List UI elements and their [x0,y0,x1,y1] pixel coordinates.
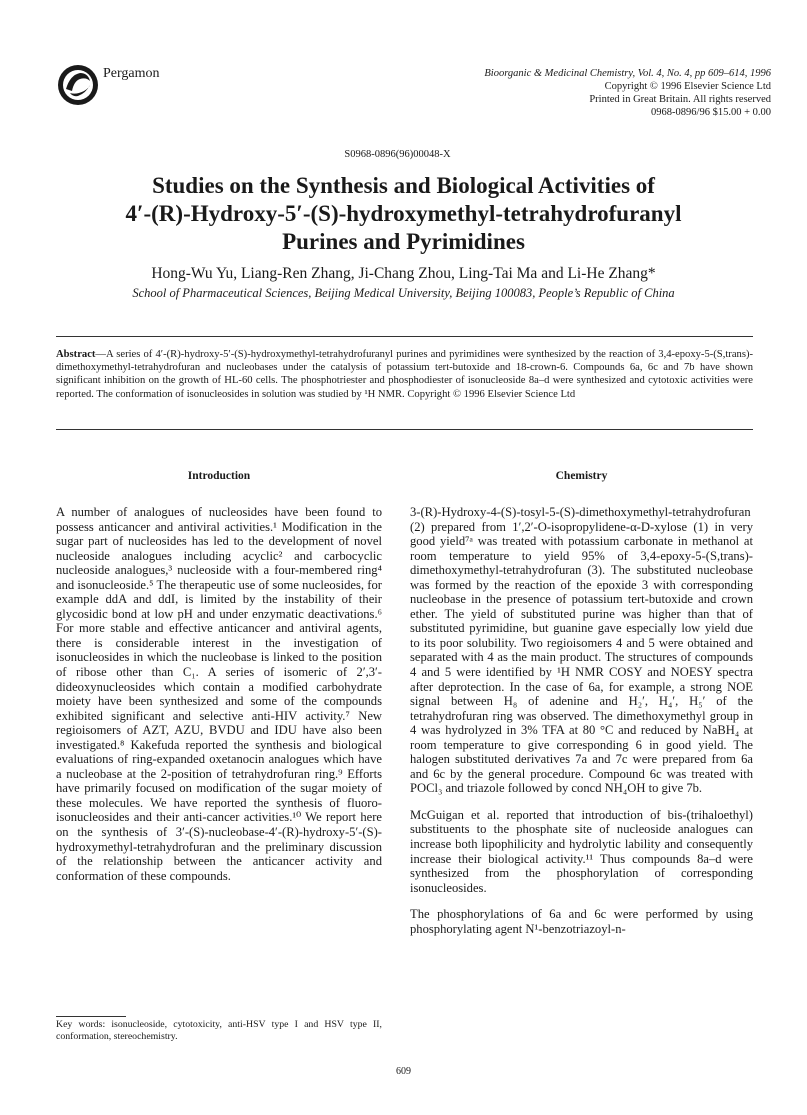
title-line-2: 4′-(R)-Hydroxy-5′-(S)-hydroxymethyl-tetrahydrofuranyl [125,201,682,226]
chemistry-paragraph-2: McGuigan et al. reported that introduction of bis-(trihaloethyl) substituents to the phosphate site of nucleoside analogues can increase both lipophilicity and hydrolytic lability and consequently increase their biological activity.¹¹ Thus compounds 8a–d were synthesized from the phosphorylation of corresponding isonucleosides. [410,807,753,895]
title-line-1: Studies on the Synthesis and Biological Activities of [152,173,655,198]
abstract-label: Abstract [56,349,96,360]
chemistry-body [410,505,753,936]
introduction-paragraph: A number of analogues of nucleosides have been found to possess anticancer and antiviral activities.¹ Modification in the sugar part of nucleosides has led to the development of novel nucleoside analogues including acyclic² and carbocyclic nucleoside analogues,³ nucleoside with a four-membered ring⁴ and isonucleoside.⁵ The therapeutic use of some nucleosides, for example ddA and ddI, is limited by the instability of their glycosidic bond at low pH and under enzymatic deactivations.⁶ For more stable and effective anticancer and antiviral agents, there is considerable interest in the investigation of isonucleosides in which the nucleobase is linked to the position of ribose other than C₁. A series of isomeric of 2′,3′-dideoxynucleosides which contain a modified carbohydrate moiety have been synthesized and some of the compounds exhibited significant and selective anti-HIV activity.⁷ New regioisomers of AZT, AZU, BVDU and IDU have also been investigated.⁸ Kakefuda reported the synthesis and biological evaluations of ring-expanded oxetanocin analogues which have a nucleobase at the 2-position of tetrahydrofuran ring.⁹ Efforts have primarily focused on modification of the sugar moiety of these molecules. We have reported the synthesis of fluoro-isonucleosides and their anti-cancer activities.¹⁰ We report here on the synthesis of 3′-(S)-nucleobase-4′-(R)-hydroxy-5′-(S)-hydroxymethyl-tetrahydrofuran and the preliminary discussion of the relationship between the anticancer activity and conformation of these compounds. [56,505,382,883]
abstract-text: —A series of 4′-(R)-hydroxy-5′-(S)-hydroxymethyl-tetrahydrofuranyl purines and pyrimidines were synthesized by the reaction of 3,4-epoxy-5-(S,trans)-dimethoxymethyl-tetrahydrofuran and nucleobases under the catalysis of potassium tert-butoxide and 18-crown-6. Compounds 6a, 6c and 7b have shown significant inhibition on the growth of HL-60 cells. The phosphotriester and phosphodiester of isonucleoside 8a–d were synthesized and cytotoxic activities were reported. The conformation of isonucleosides in solution was studied by ¹H NMR. Copyright © 1996 Elsevier Science Ltd [56,349,753,400]
author-list: Hong-Wu Yu, Liang-Ren Zhang, Ji-Chang Zhou, Ling-Tai Ma and Li-He Zhang* [151,265,656,282]
publisher-name: Pergamon [103,66,160,81]
journal-citation: Bioorganic & Medicinal Chemistry, Vol. 4, No. 4, pp 609–614, 1996 [484,68,771,79]
copyright-line: Copyright © 1996 Elsevier Science Ltd [604,81,771,92]
keywords: Key words: isonucleoside, cytotoxicity, anti-HSV type I and HSV type II, conformation, stereochemistry. [56,1019,382,1042]
publisher-logo [56,63,100,107]
chemistry-paragraph-1: 3-(R)-Hydroxy-4-(S)-tosyl-5-(S)-dimethoxymethyl-tetrahydrofuran (2) prepared from 1′,2′-O-isopropylidene-α-D-xylose (1) in very good yield⁷ᵃ was treated with potassium carbonate in methanol at room temperature to yield 95% of 3,4-epoxy-5-(S,trans)-dimethoxymethyl-tetrahydrofuran (3). The substituted nucleobase was formed by the reaction of the epoxide 3 with corresponding nucleobase in the presence of potassium tert-butoxide and crown ether. The yield of substituted purine was higher than that of substituted pyrimidine, but guanine gave especially low yield due to its poor solubility. Two regioisomers 4 and 5 were obtained and separated with 4 as the main product. The structures of compounds 4 and 5 were identified by ¹H NMR COSY and NOESY spectra after deprotection. In the case of 6a, for example, a strong NOE signal between H₈ of adenine and H₂′, H₄′, H₅′ of the tetrahydrofuran ring was observed. The dimethoxymethyl group in 4 was hydrolyzed in 3% TFA at 80 °C and reduced by NaBH₄ at room temperature to give corresponding 6 in good yield. The halogen substituted derivatives 7a and 7c were prepared from 6a and 6c by the general procedure. Compound 6c was treated with POCl₃ and triazole followed by concd NH₄OH to give 7b. [410,505,753,796]
title-line-3: Purines and Pyrimidines [282,229,525,254]
footnote-rule [56,1016,126,1017]
abstract-top-rule [56,336,753,337]
doi-text: S0968-0896(96)00048-X [344,149,451,160]
page-number: 609 [396,1066,411,1077]
chemistry-heading: Chemistry [555,470,608,482]
price-line: 0968-0896/96 $15.00 + 0.00 [651,107,771,118]
chemistry-paragraph-3: The phosphorylations of 6a and 6c were performed by using phosphorylating agent N¹-benzotriazoyl-n- [410,907,753,936]
abstract-bottom-rule [56,429,753,430]
printed-line: Printed in Great Britain. All rights reserved [589,94,771,105]
affiliation: School of Pharmaceutical Sciences, Beijing Medical University, Beijing 100083, People’s Republic of China [132,286,675,300]
introduction-heading: Introduction [187,470,251,482]
paper-title [40,172,767,256]
abstract [56,348,753,401]
doi-line [0,149,807,160]
journal-info [411,67,771,119]
introduction-body [56,505,382,883]
